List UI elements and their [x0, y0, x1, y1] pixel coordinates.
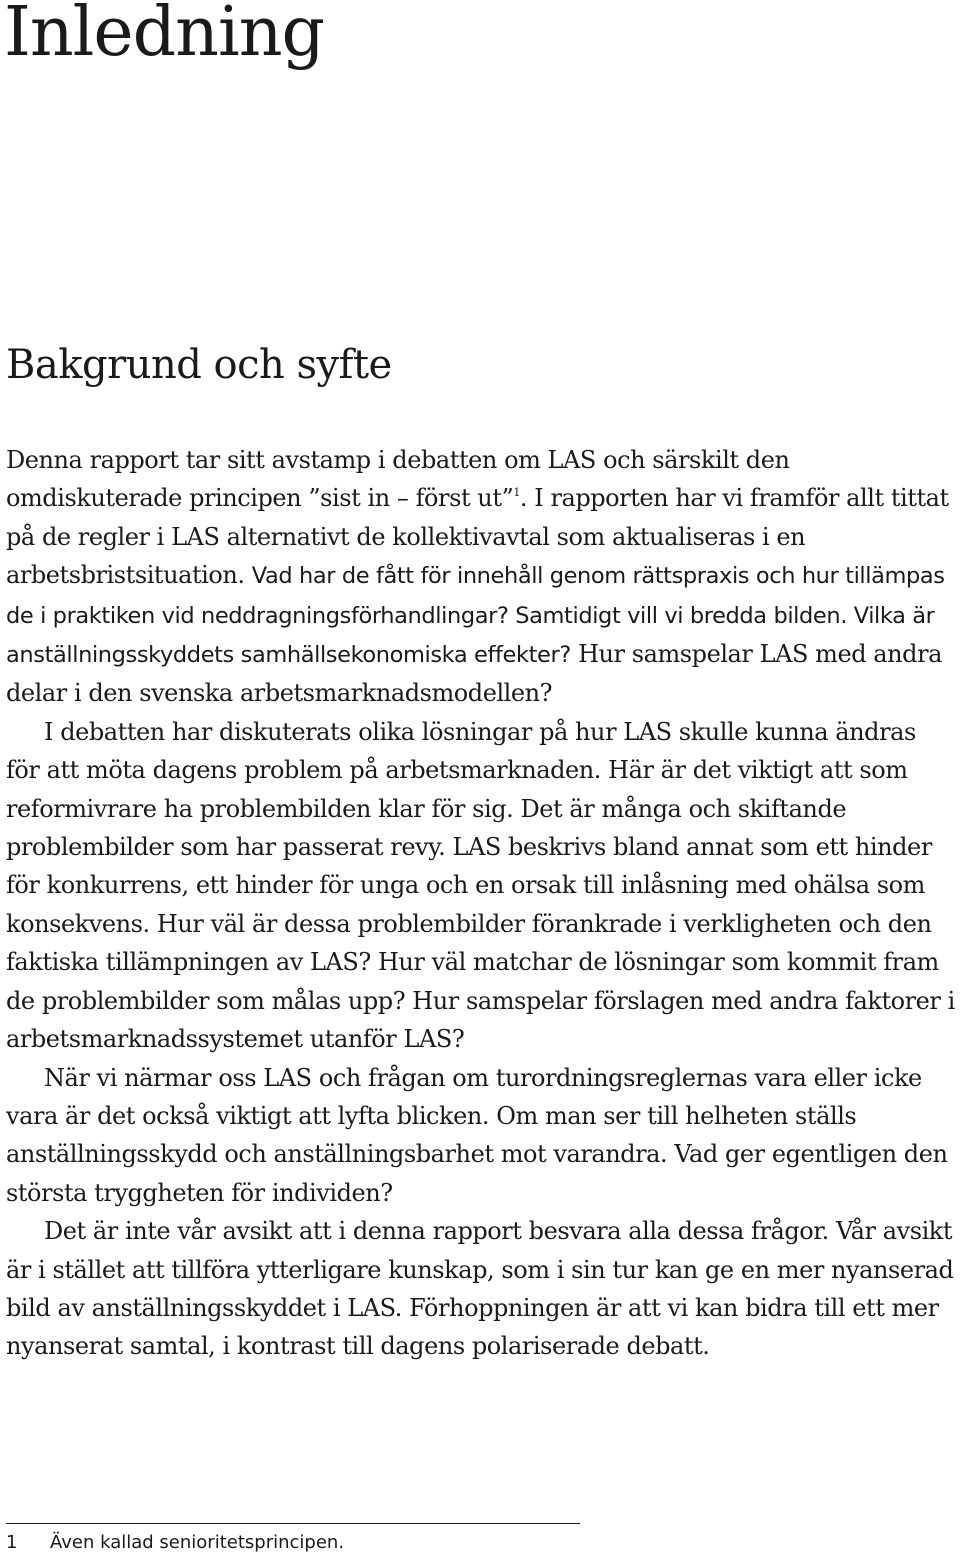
paragraph-1-questions: Vad har de fått för innehåll genom rättspraxis och hur tillämpas de i praktiken vid neddragningsförhandlingar? Samtidigt vill vi bredda bilden. Vilka är anställningsskyddets samhällsekonomiska effekter?	[6, 563, 945, 669]
paragraph-3	[6, 1059, 956, 1213]
paragraph-4	[6, 1212, 956, 1366]
paragraph-1-scope: . I rapporten har vi framför allt tittat på de regler i LAS alternativt de kollektivavtal som aktualiseras i en arbetsbristsituation.	[6, 484, 949, 590]
paragraph-1-closing: Hur samspelar LAS med andra delar i den svenska arbetsmarknadsmodellen?	[6, 640, 942, 708]
footnote	[6, 1531, 344, 1555]
page-title: Inledning	[4, 0, 325, 72]
section-heading: Bakgrund och syfte	[6, 342, 392, 388]
body-text	[6, 441, 956, 1366]
paragraph-2	[6, 713, 956, 1059]
footnote-divider	[6, 1523, 580, 1524]
paragraph-1-intro: Denna rapport tar sitt avstamp i debatten om LAS och särskilt den omdiskuterade principen ”sist in – först ut”	[6, 446, 790, 513]
paragraph-2-text: I debatten har diskuterats olika lösningar på hur LAS skulle kunna ändras för att möta dagens problem på arbetsmarknaden. Här är det viktigt att som reformivrare ha problembilden klar för sig. Det är många och skiftande problembilder som har passerat revy. LAS beskrivs bland annat som ett hinder för konkurrens, ett hinder för unga och en orsak till inlåsning med ohälsa som konsekvens. Hur väl är dessa problembilder förankrade i verkligheten och den faktiska tillämpningen av LAS? Hur väl matchar de lösningar som kommit fram de problembilder som målas upp? Hur samspelar förslagen med andra faktorer i arbetsmarknadssystemet utanför LAS?	[6, 717, 955, 1054]
paragraph-4-text: Det är inte vår avsikt att i denna rapport besvara alla dessa frågor. Vår avsikt är i stället att tillföra ytterligare kunskap, som i sin tur kan ge en mer nyanserad bild av anställningsskyddet i LAS. Förhoppningen är att vi kan bidra till ett mer nyanserat samtal, i kontrast till dagens polariserade debatt.	[6, 1217, 954, 1361]
footnote-number: 1	[6, 1532, 18, 1553]
footnote-reference: 1	[513, 486, 520, 500]
footnote-text: Även kallad senioritetsprincipen.	[50, 1532, 345, 1553]
paragraph-3-text: När vi närmar oss LAS och frågan om turordningsreglernas vara eller icke vara är det också viktigt att lyfta blicken. Om man ser till helheten ställs anställningsskydd och anställningsbarhet mot varandra. Vad ger egentligen den största tryggheten för individen?	[6, 1063, 948, 1207]
paragraph-1	[6, 441, 956, 713]
